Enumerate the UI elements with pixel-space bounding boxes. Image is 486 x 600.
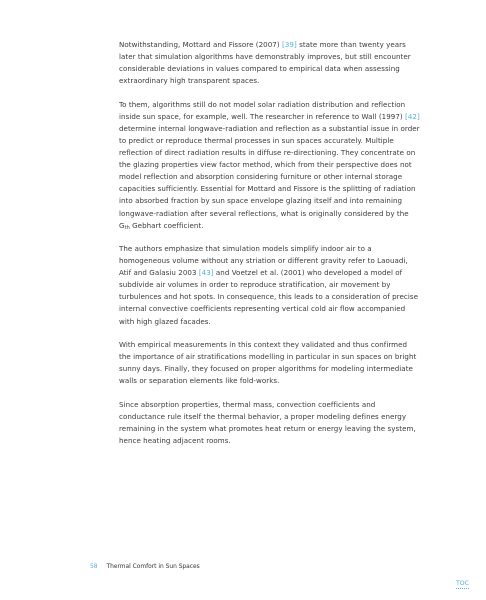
running-title: Thermal Comfort in Sun Spaces <box>106 564 200 570</box>
body-text <box>119 39 421 458</box>
paragraph-2-text-c: Gebhart coefficient. <box>129 220 204 230</box>
paragraph-4 <box>119 339 421 387</box>
paragraph-1-text-b: state more than twenty years later that simulation algorithms have demonstrably improves, but still encounter considerable deviations in values compared to empirical data when assessing extraordinary high transparent spaces. <box>119 40 411 86</box>
paragraph-5-text: Since absorption properties, thermal mass, convection coefficients and conductance rule itself the thermal behavior, a proper modeling defines energy remaining in the system what promotes heat return or energy leaving the system, hence heating adjacent rooms. <box>119 399 416 445</box>
toc-link[interactable]: TOC <box>456 580 469 587</box>
citation-39-link[interactable]: [39] <box>282 40 297 49</box>
paragraph-3-text-b: and Voetzel et al. (2001) who developed a model of subdivide air volumes in order to reproduce stratification, air movement by turbulences and hot spots. In consequence, this leads to a consideration of precise internal convective coefficients representing vertical cold air flow accompanied with high glazed facades. <box>119 268 419 326</box>
paragraph-2 <box>119 99 421 232</box>
citation-43-link[interactable]: [43] <box>198 268 214 278</box>
paragraph-3-text-a: The authors emphasize that simulation models simplify indoor air to a homogeneous volume without any striation or different gravity refer to Laouadi, Atif and Galasiu 2003 <box>119 244 408 278</box>
page-footer <box>90 564 200 570</box>
paragraph-5 <box>119 399 421 447</box>
paragraph-4-text: With empirical measurements in this context they validated and thus confirmed the importance of air stratifications modelling in particular in sun spaces on bright sunny days. Finally, they focused on proper algorithms for modeling intermediate walls or separation elements like fold-works. <box>119 339 417 386</box>
paragraph-2-text-b: determine internal longwave-radiation and reflection as a substantial issue in order to predict or reproduce thermal processes in sun spaces accurately. Multiple reflection of direct radiation results in diffuse re-directioning. They concentrate on the glazing properties view factor method, which from their perspective does not model reflection and absorption considering furniture or other internal storage capacities sufficiently. Essential for Mottard and Fissore is the splitting of radiation into absorbed fraction by sun space envelope glazing itself and into remaining longwave-radiation after several reflections, what is originally considered by the G <box>119 123 420 230</box>
paragraph-3 <box>119 243 421 328</box>
page-number: 58 <box>90 564 98 570</box>
paragraph-2-text-a: To them, algorithms still do not model solar radiation distribution and reflection inside sun space, for example, well. The researcher in reference to Wall (1997) <box>119 99 406 121</box>
paragraph-1-text-a: Notwithstanding, Mottard and Fissore (2007) <box>119 40 282 49</box>
paragraph-1 <box>119 39 421 87</box>
citation-42-link[interactable]: [42] <box>405 111 420 121</box>
gebhart-subscript: th <box>124 224 130 231</box>
